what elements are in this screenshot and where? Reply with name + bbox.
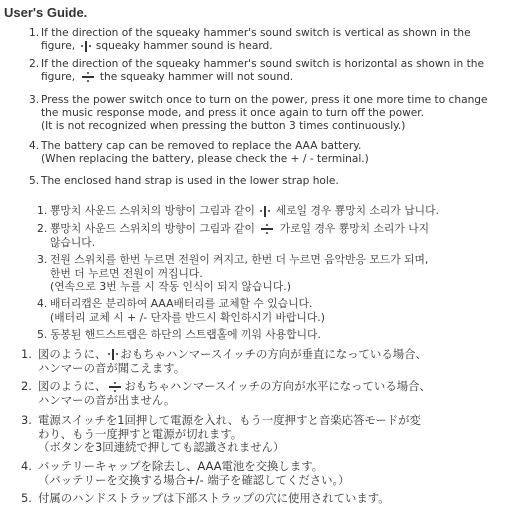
item-line: The battery cap can be removed to replace the AAA battery. [41,140,362,152]
item-line: If the direction of the squeaky hammer's sound switch is vertical as shown in the [41,27,471,39]
item-number: 1. [29,27,40,39]
item-number: 2. [29,58,40,70]
item-line: the music response mode, and press it once again to turn off the power. [41,107,425,119]
item-number: 5. [21,491,32,505]
item-line: 뿅망치 사운드 스위치의 방향이 그림과 같이 가로일 경우 뿅망치 소리가 나지 [50,222,430,235]
item-number: 1. [21,347,32,361]
item-number: 4. [29,140,40,152]
item-number: 2. [37,222,48,235]
item-line: ハンマーの音が聞こえます。 [38,360,186,375]
item-line: 않습니다. [50,235,96,249]
item-line: figure, the squeaky hammer will not sound. [41,71,294,83]
item-line: ハンマーの音が出ません。 [38,392,176,407]
item-line: 電源スイッチを1回押して電源を入れ、もう一度押すと音楽応答モードが変 [38,413,421,427]
item-line: 동봉된 핸드스트랩은 하단의 스트랩홀에 끼워 사용합니다. [50,328,321,341]
item-line: If the direction of the squeaky hammer's sound switch is horizontal as shown in the [41,58,484,70]
item-number: 1. [37,204,48,217]
item-number: 2. [21,379,32,393]
item-line: (배터리 교체 시 + /- 단자를 반드시 확인하시기 바랍니다.) [50,310,325,324]
item-line: 図のように、 おもちゃハンマースイッチの方向が水平になっている場合、 [38,379,431,393]
item-line: バッテリーキャップを除去し、AAA電池を交換します。 [38,459,324,473]
item-line: （バッテリーを交換する場合+/- 端子を確認してください。） [38,472,350,487]
item-line: わり、もう一度押すと電源が切れます。 [38,426,243,441]
item-line: （ボタンを3回連続で押しても認識されません） [38,440,285,454]
horizontal-switch-icon [261,223,273,235]
item-line: 한번 더 누르면 전원이 꺼집니다. [50,266,203,280]
item-line: 付属のハンドストラップは下部ストラップの穴に使用されています。 [38,491,390,505]
item-number: 3. [37,253,48,266]
item-number: 5. [37,328,48,341]
item-number: 3. [21,413,32,427]
horizontal-switch-icon [109,381,121,393]
horizontal-switch-icon [82,71,94,83]
item-number: 4. [21,459,32,473]
item-line: (연속으로 3번 누를 시 작동 인식이 되지 않습니다.) [50,280,291,293]
item-number: 3. [29,94,40,106]
item-line: The enclosed hand strap is used in the lower strap hole. [41,175,339,187]
item-line: 전원 스위치를 한번 누르면 전원이 켜지고, 한번 더 누르면 음악반응 모드가 되며, [50,253,429,266]
item-line: (It is not recognized when pressing the button 3 times continuously.) [41,120,406,132]
item-line: Press the power switch once to turn on the power, press it one more time to change [41,94,488,106]
guide-title: User's Guide. [4,5,88,20]
item-line: 배터리캡은 분리하여 AAA배터리를 교체할 수 있습니다. [50,297,313,310]
item-line: 뿅망치 사운드 스위치의 방향이 그림과 같이 세로일 경우 뿅망치 소리가 납니다. [50,204,439,217]
item-line: (When replacing the battery, please check the + / - terminal.) [41,153,369,165]
item-number: 4. [37,297,48,310]
item-number: 5. [29,175,40,187]
vertical-switch-icon [81,41,91,52]
vertical-switch-icon [108,349,118,360]
vertical-switch-icon [260,206,270,217]
item-line: figure, squeaky hammer sound is heard. [41,40,273,52]
item-line: 図のように、 おもちゃハンマースイッチの方向が垂直になっている場合、 [38,347,427,361]
